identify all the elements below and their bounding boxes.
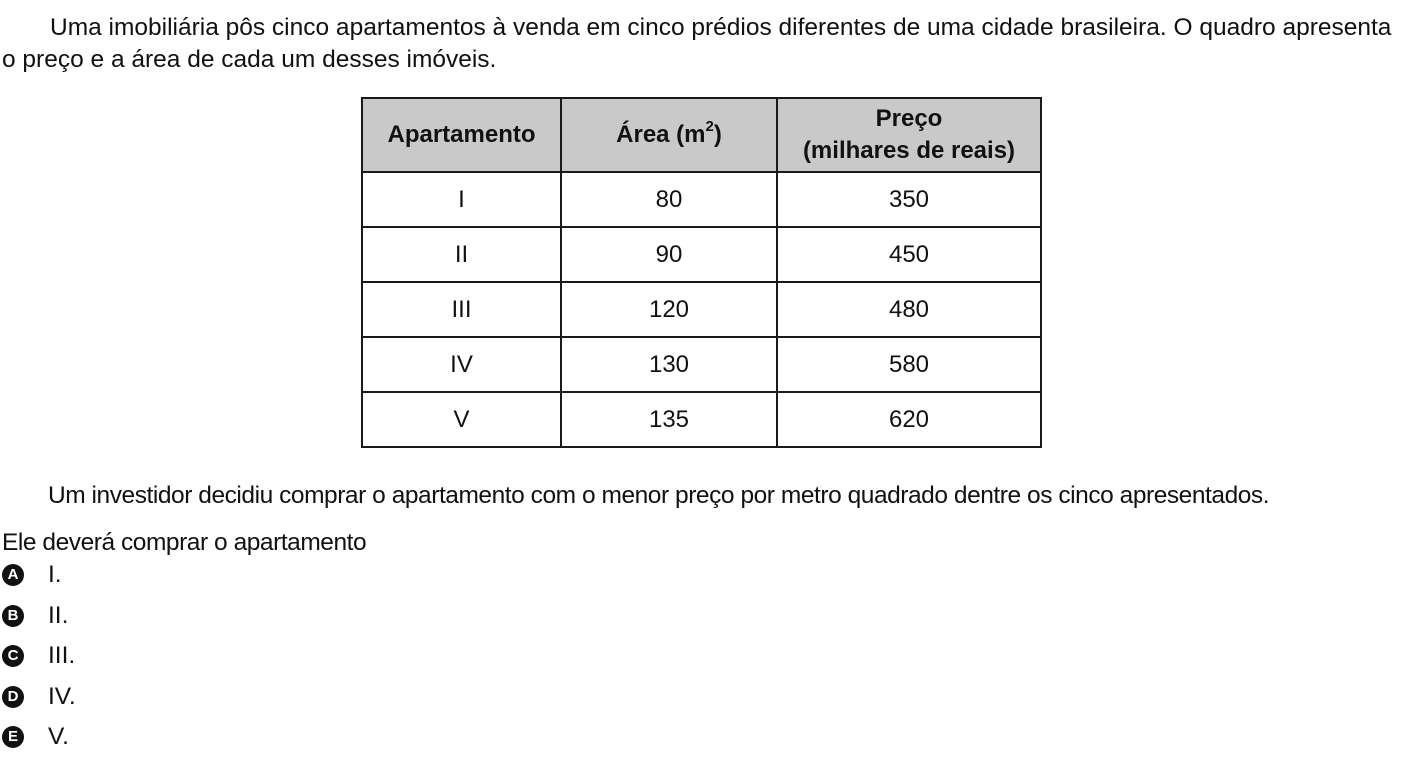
option-b[interactable] — [2, 596, 76, 637]
table-row — [362, 282, 1041, 337]
header-apartment: Apartamento — [362, 98, 561, 172]
cell-apartment: IV — [362, 337, 561, 392]
answer-options — [2, 555, 76, 758]
option-a[interactable] — [2, 555, 76, 596]
option-text: IV. — [48, 682, 76, 710]
statement-line-1: Um investidor decidiu comprar o apartamento com o menor preço por metro quadrado dentre os cinco apresentados. — [48, 482, 1270, 509]
table-row — [362, 227, 1041, 282]
header-price-line2: (milhares de reais) — [802, 137, 1016, 164]
option-letter-badge: D — [2, 686, 24, 708]
cell-apartment: III — [362, 282, 561, 337]
option-text: III. — [48, 642, 76, 670]
question-intro: Uma imobiliária pôs cinco apartamentos à venda em cinco prédios diferentes de uma cidade brasileira. O quadro apresenta o preço e a área de cada um desses imóveis. — [2, 14, 1392, 73]
option-text: V. — [48, 723, 69, 751]
cell-price: 620 — [777, 392, 1041, 447]
option-text: I. — [48, 561, 62, 589]
header-area-exponent: 2 — [705, 118, 714, 135]
option-d[interactable] — [2, 677, 76, 718]
header-area-close: ) — [713, 121, 722, 148]
table-row — [362, 392, 1041, 447]
option-letter-badge: A — [2, 564, 24, 586]
cell-area: 130 — [561, 337, 777, 392]
table-row — [362, 337, 1041, 392]
cell-area: 135 — [561, 392, 777, 447]
header-price — [777, 98, 1041, 172]
option-letter-badge: B — [2, 605, 24, 627]
apartments-table — [361, 97, 1042, 448]
header-price-line1: Preço — [875, 105, 943, 132]
option-c[interactable] — [2, 636, 76, 677]
table-row — [362, 172, 1041, 227]
option-letter-badge: C — [2, 645, 24, 667]
question-statement — [2, 472, 1406, 566]
option-text: II. — [48, 601, 69, 629]
option-letter-badge: E — [2, 726, 24, 748]
cell-area: 90 — [561, 227, 777, 282]
option-e[interactable] — [2, 717, 76, 758]
cell-apartment: I — [362, 172, 561, 227]
cell-apartment: V — [362, 392, 561, 447]
header-area — [561, 98, 777, 172]
statement-line-2: Ele deverá comprar o apartamento — [2, 529, 367, 556]
cell-apartment: II — [362, 227, 561, 282]
cell-price: 350 — [777, 172, 1041, 227]
cell-price: 580 — [777, 337, 1041, 392]
header-area-label: Área (m — [616, 121, 706, 148]
cell-price: 480 — [777, 282, 1041, 337]
cell-area: 120 — [561, 282, 777, 337]
cell-price: 450 — [777, 227, 1041, 282]
table-header-row — [362, 98, 1041, 172]
cell-area: 80 — [561, 172, 777, 227]
